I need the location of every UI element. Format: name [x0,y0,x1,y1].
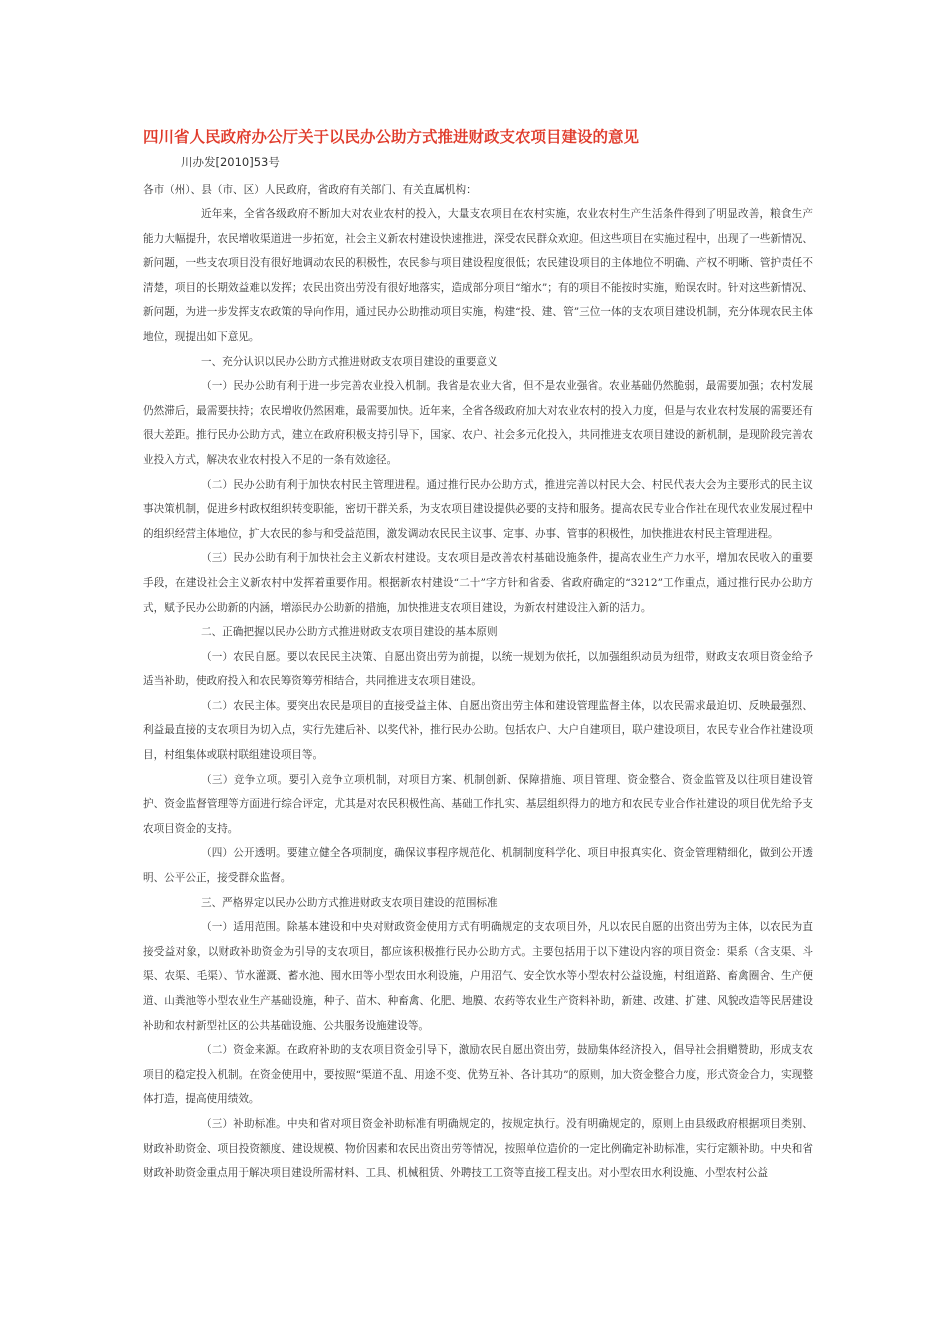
paragraph: 近年来，全省各级政府不断加大对农业农村的投入，大量支农项目在农村实施，农业农村生产生活条件得到了明显改善，粮食生产能力大幅提升，农民增收渠道进一步拓宽，社会主义新农村建设快速推进，深受农民群众欢迎。但这些项目在实施过程中，出现了一些新情况、新问题，一些支农项目没有很好地调动农民的积极性，农民参与项目建设程度很低；农民建设项目的主体地位不明确、产权不明晰、管护责任不清楚，项目的长期效益难以发挥；农民出资出劳没有很好地落实，造成部分项目“缩水”；有的项目不能按时实施，贻误农时。针对这些新情况、新问题，为进一步发挥支农政策的导向作用，通过民办公助推动项目实施，构建“投、建、管”三位一体的支农项目建设机制，充分体现农民主体地位，现提出如下意见。 [143,208,813,343]
paragraph: （二）资金来源。在政府补助的支农项目资金引导下，激励农民自愿出资出劳，鼓励集体经济投入，倡导社会捐赠赞助，形成支农项目的稳定投入机制。在资金使用中，要按照“渠道不乱、用途不变、优势互补、各计其功”的原则，加大资金整合力度，形式资金合力，实现整体打造，提高使用绩效。 [143,1044,813,1106]
paragraph: （二）民办公助有利于加快农村民主管理进程。通过推行民办公助方式，推进完善以村民大会、村民代表大会为主要形式的民主议事决策机制，促进乡村政权组织转变职能，密切干群关系，为支农项目建设提供必要的支持和服务。提高农民专业合作社在现代农业发展过程中的组织经营主体地位，扩大农民的参与和受益范围，激发调动农民民主议事、定事、办事、管事的积极性，加快推进农村民主管理进程。 [143,478,813,540]
paragraph: （三）竞争立项。要引入竞争立项机制，对项目方案、机制创新、保障措施、项目管理、资金整合、资金监管及以往项目建设管护、资金监督管理等方面进行综合评定，尤其是对农民积极性高、基础工作扎实、基层组织得力的地方和农民专业合作社建设的项目优先给予支农项目资金的支持。 [143,773,813,835]
paragraph: （一）适用范围。除基本建设和中央对财政资金使用方式有明确规定的支农项目外，凡以农民自愿的出资出劳为主体，以农民为直接受益对象，以财政补助资金为引导的支农项目，都应该积极推行民办公助方式。主要包括用于以下建设内容的项目资金：渠系（含支渠、斗渠、农渠、毛渠）、节水灌溉、蓄水池、囤水田等小型农田水利设施，户用沼气、安全饮水等小型农村公益设施，村组道路、畜禽圈舍、生产便道、山粪池等小型农业生产基础设施，种子、苗木、种畜禽、化肥、地膜、农药等农业生产资料补助，新建、改建、扩建、风貌改造等民居建设补助和农村新型社区的公共基础设施、公共服务设施建设等。 [143,921,813,1032]
document-title: 四川省人民政府办公厅关于以民办公助方式推进财政支农项目建设的意见 [143,128,640,146]
section-heading: 三、严格界定以民办公助方式推进财政支农项目建设的范围标准 [201,896,498,909]
paragraph: （三）补助标准。中央和省对项目资金补助标准有明确规定的，按规定执行。没有明确规定的，原则上由县级政府根据项目类别、财政补助资金、项目投资额度、建设规模、物价因素和农民出资出劳等情况，按照单位造价的一定比例确定补助标准，实行定额补助。中央和省财政补助资金重点用于解决项目建设所需材料、工具、机械租赁、外聘技工工资等直接工程支出。对小型农田水利设施、小型农村公益 [143,1117,813,1180]
section-heading: 二、正确把握以民办公助方式推进财政支农项目建设的基本原则 [201,626,498,639]
paragraph: （一）民办公助有利于进一步完善农业投入机制。我省是农业大省，但不是农业强省。农业基础仍然脆弱，最需要加强；农村发展仍然滞后，最需要扶持；农民增收仍然困难，最需要加快。近年来，全省各级政府加大对农业农村的投入力度，但是与农业农村发展的需要还有很大差距。推行民办公助方式，建立在政府积极支持引导下，国家、农户、社会多元化投入，共同推进支农项目建设的新机制，是现阶段完善农业投入方式，解决农业农村投入不足的一条有效途径。 [143,380,813,466]
salutation: 各市（州）、县（市、区）人民政府，省政府有关部门、有关直属机构： [143,184,477,196]
document-body [143,202,813,1186]
paragraph: （四）公开透明。要建立健全各项制度，确保议事程序规范化、机制制度科学化、项目申报真实化、资金管理精细化，做到公开透明、公平公正，接受群众监督。 [143,847,813,885]
paragraph: （二）农民主体。要突出农民是项目的直接受益主体、自愿出资出劳主体和建设管理监督主体，以农民需求最迫切、反映最强烈、利益最直接的支农项目为切入点，实行先建后补、以奖代补，推行民办公助。包括农户、大户自建项目，联户建设项目，农民专业合作社建设项目，村组集体或联村联组建设项目等。 [143,699,813,762]
paragraph: （一）农民自愿。要以农民民主决策、自愿出资出劳为前提，以统一规划为依托，以加强组织动员为纽带，财政支农项目资金给予适当补助，使政府投入和农民筹资筹劳相结合，共同推进支农项目建设。 [143,650,813,688]
document-page [143,124,813,1186]
paragraph: （三）民办公助有利于加快社会主义新农村建设。支农项目是改善农村基础设施条件，提高农业生产力水平，增加农民收入的重要手段，在建设社会主义新农村中发挥着重要作用。根据新农村建设“二十”字方针和省委、省政府确定的“3212”工作重点，通过推行民办公助方式，赋予民办公助新的内涵，增添民办公助新的措施，加快推进支农项目建设，为新农村建设注入新的活力。 [143,552,813,614]
document-number: 川办发[2010]53号 [181,155,280,169]
section-heading: 一、充分认识以民办公助方式推进财政支农项目建设的重要意义 [201,355,498,368]
